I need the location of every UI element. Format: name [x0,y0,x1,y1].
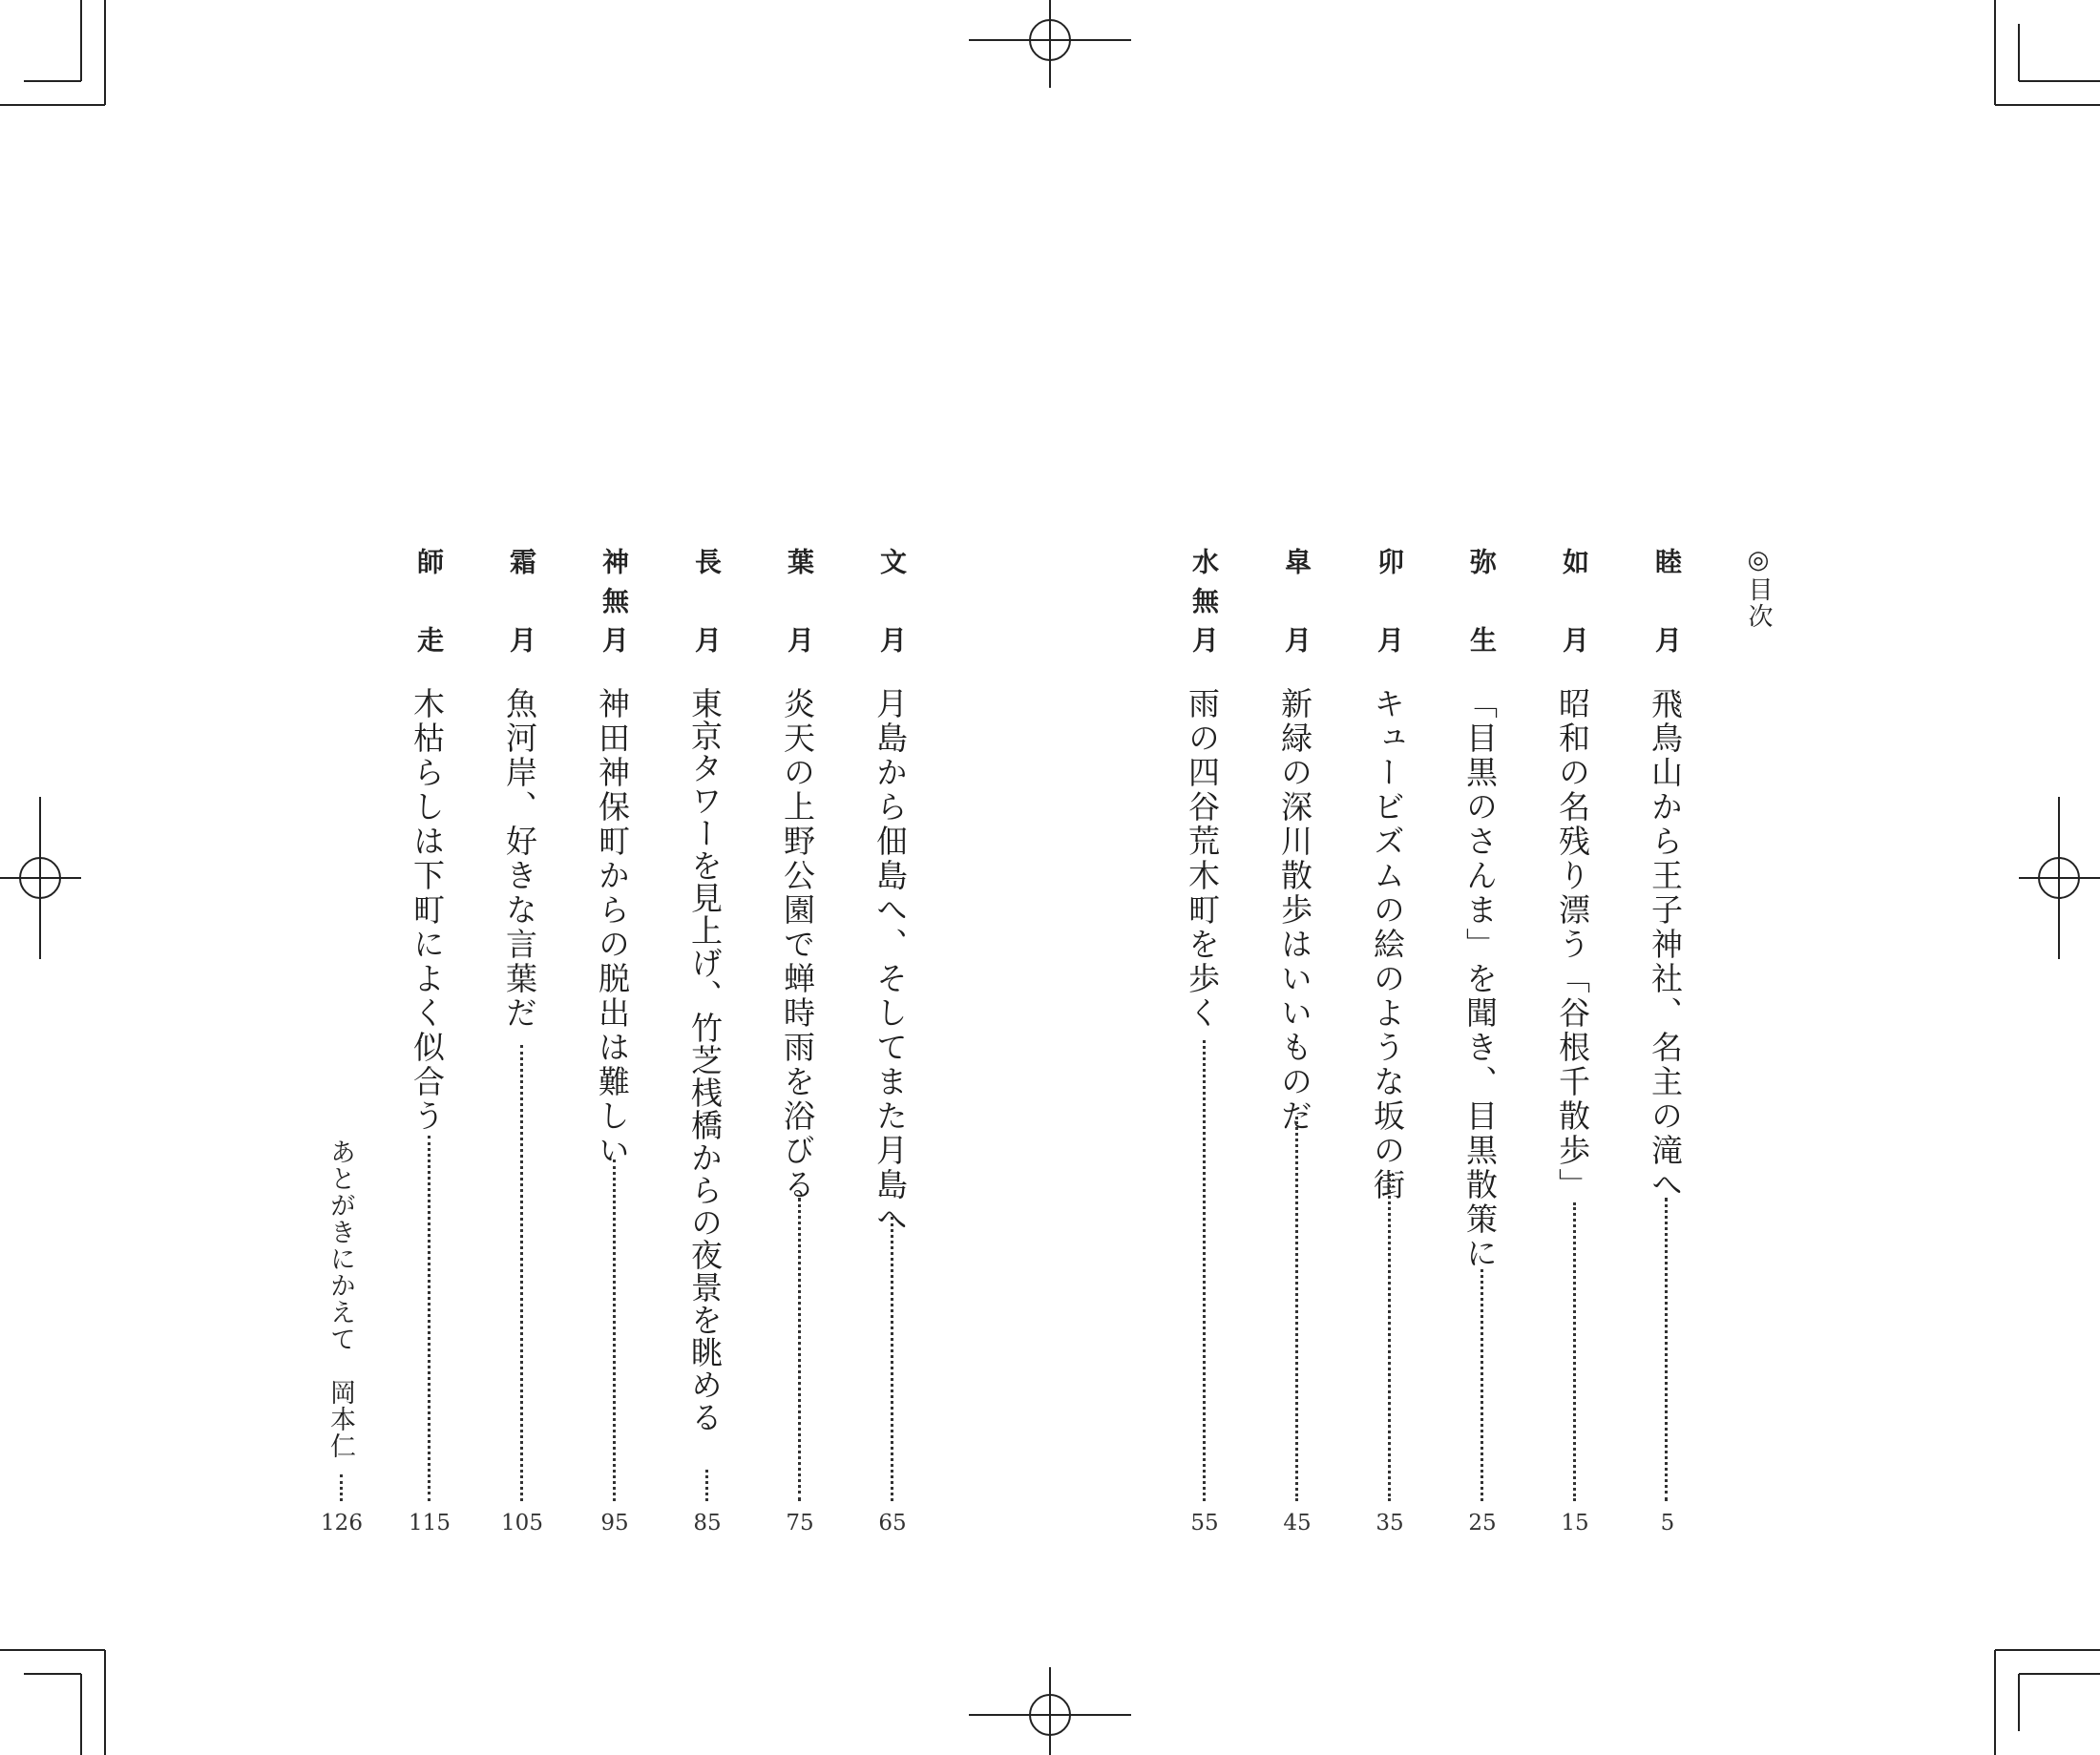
page-number: 55 [1190,1511,1219,1536]
dot-leader [891,1217,897,1501]
month-label: 卯月 [1374,548,1405,653]
month-label: 睦月 [1651,548,1683,653]
dot-leader [1573,1202,1580,1501]
toc-heading: ◎目次 [1744,546,1773,630]
dot-leader [1480,1269,1487,1501]
dot-leader [705,1470,712,1501]
page-number: 25 [1468,1511,1497,1536]
page-number: 75 [786,1511,814,1536]
dot-leader [340,1474,346,1501]
page-number: 105 [501,1511,543,1536]
dot-leader [1203,1040,1209,1501]
page-number: 5 [1660,1511,1675,1536]
page-number: 115 [409,1511,451,1536]
dot-leader [1388,1174,1395,1501]
page-number: 85 [693,1511,722,1536]
page-number: 65 [878,1511,907,1536]
afterword-title: あとがきにかえて 岡本仁 [326,1139,355,1459]
dot-leader [428,1136,434,1501]
month-label: 如月 [1559,548,1590,653]
month-label: 弥生 [1466,548,1498,653]
page-number: 126 [321,1511,363,1536]
entry-title: 「目黒のさんま」を聞き、目黒散策に [1461,687,1499,1271]
entry-title: 炎天の上野公園で蝉時雨を浴びる [779,687,816,1202]
entry-title: 昭和の名残り漂う「谷根千散歩」 [1554,687,1591,1202]
page-number: 15 [1561,1511,1589,1536]
entry-title: 月島から佃島へ、そしてまた月島へ [872,687,909,1237]
entry-title: 雨の四谷荒木町を歩く [1184,687,1221,1031]
month-label: 水無月 [1188,548,1220,653]
month-label: 長月 [691,548,723,653]
month-label: 霜月 [506,548,537,653]
month-label: 葉月 [784,548,815,653]
entry-title: 魚河岸、好きな言葉だ [501,687,538,1031]
dot-leader [798,1198,805,1501]
dot-leader [1295,1117,1302,1501]
dot-leader [1665,1198,1671,1501]
page-number: 95 [600,1511,629,1536]
entry-title: 神田神保町からの脱出は難しい [594,687,631,1168]
entry-title: 飛鳥山から王子神社、名主の滝へ [1647,687,1684,1202]
month-label: 文月 [876,548,908,653]
page-number: 45 [1283,1511,1312,1536]
month-label: 師走 [413,548,445,653]
month-label: 皐月 [1281,548,1312,653]
dot-leader [520,1045,527,1501]
entry-title: 新緑の深川散歩はいいものだ [1276,687,1313,1134]
dot-leader [613,1160,620,1501]
entry-title: 東京タワーを見上げ、竹芝桟橋からの夜景を眺める [686,687,724,1433]
page-number: 35 [1376,1511,1404,1536]
month-label: 神無月 [598,548,630,653]
entry-title: キュービズムの絵のような坂の街 [1369,687,1406,1202]
entry-title: 木枯らしは下町によく似合う [409,687,446,1134]
